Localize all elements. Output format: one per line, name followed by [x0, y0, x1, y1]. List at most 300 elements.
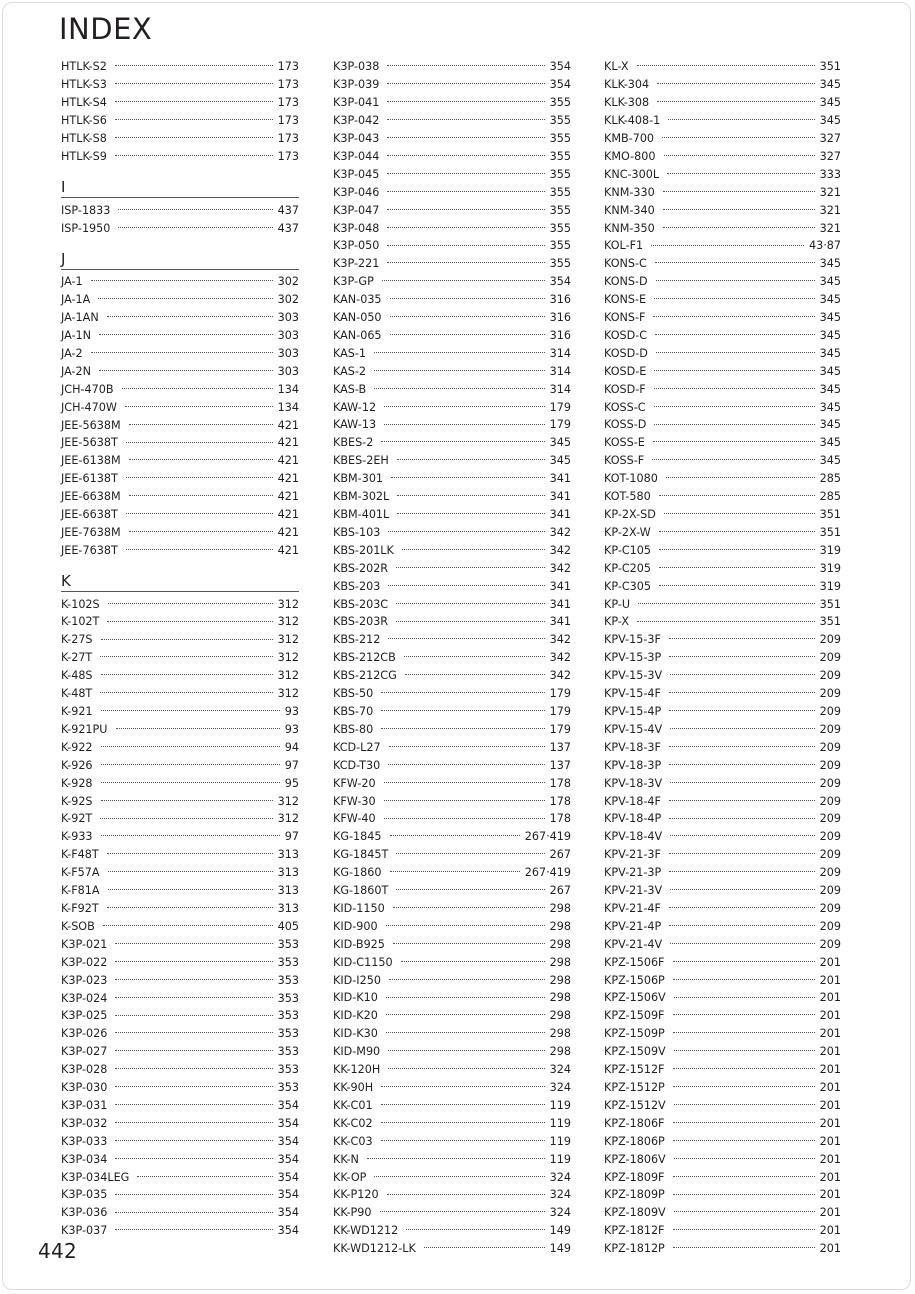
entry-page: 342 — [549, 651, 571, 665]
entry-page: 119 — [549, 1098, 571, 1112]
entry-model: KID-I250 — [333, 973, 381, 987]
entry-model: K3P-041 — [333, 96, 380, 110]
index-entry — [61, 631, 299, 649]
entry-page: 97 — [284, 758, 299, 772]
dot-leader — [384, 406, 545, 407]
dot-leader — [122, 388, 273, 389]
entry-model: KPV-18-4P — [604, 812, 662, 826]
entry-model: JA-1N — [61, 328, 92, 342]
index-entry — [333, 112, 571, 130]
dot-leader — [388, 1050, 544, 1051]
dot-leader — [384, 800, 545, 801]
index-entry — [333, 1132, 571, 1150]
index-entry — [61, 524, 299, 542]
entry-model: K3P-037 — [61, 1224, 108, 1238]
entry-model: KBS-202R — [333, 561, 389, 575]
entry-model: KAN-050 — [333, 311, 382, 325]
dot-leader — [666, 477, 815, 478]
entry-model: K3P-045 — [333, 167, 380, 181]
index-entry — [333, 846, 571, 864]
entry-model: JEE-6138T — [61, 472, 118, 486]
entry-model: KID-K30 — [333, 1027, 378, 1041]
entry-model: KOT-580 — [604, 490, 651, 504]
entry-page: 345 — [819, 418, 841, 432]
dot-leader — [107, 621, 272, 622]
entry-model: KBS-201LK — [333, 543, 394, 557]
entry-model: KPV-21-4P — [604, 919, 662, 933]
entry-model: KMO-800 — [604, 149, 656, 163]
dot-leader — [674, 1158, 815, 1159]
dot-leader — [664, 513, 815, 514]
dot-leader — [669, 800, 815, 801]
entry-model: K3P-031 — [61, 1098, 108, 1112]
entry-model: KK-WD1212-LK — [333, 1242, 416, 1256]
entry-page: 353 — [277, 1081, 299, 1095]
entry-page: 345 — [549, 436, 571, 450]
entry-model: KPV-18-4F — [604, 794, 661, 808]
entry-page: 345 — [819, 257, 841, 271]
index-entry — [604, 613, 841, 631]
dot-leader — [673, 1032, 815, 1033]
dot-leader — [107, 316, 273, 317]
dot-leader — [669, 746, 815, 747]
entry-page: 201 — [819, 973, 841, 987]
dot-leader — [662, 137, 815, 138]
dot-leader — [384, 782, 545, 783]
index-entry — [604, 900, 841, 918]
entry-model: JEE-6638T — [61, 508, 118, 522]
index-entry — [61, 900, 299, 918]
index-entry — [333, 183, 571, 201]
entry-model: KOL-F1 — [604, 239, 644, 253]
dot-leader — [108, 603, 273, 604]
dot-leader — [667, 173, 815, 174]
entry-model: K-921 — [61, 705, 93, 719]
index-entry — [604, 524, 841, 542]
dot-leader — [401, 961, 545, 962]
index-entry — [604, 1150, 841, 1168]
entry-model: K-F81A — [61, 884, 100, 898]
index-entry — [61, 112, 299, 130]
entry-model: KCD-L27 — [333, 740, 381, 754]
entry-page: 342 — [549, 561, 571, 575]
entry-model: JEE-5638T — [61, 436, 118, 450]
index-entry — [333, 130, 571, 148]
dot-leader — [107, 907, 273, 908]
dot-leader — [115, 1104, 272, 1105]
entry-page: 345 — [549, 454, 571, 468]
entry-page: 341 — [549, 472, 571, 486]
index-entry — [333, 792, 571, 810]
entry-model: KPV-15-4P — [604, 704, 662, 718]
entry-model: K-27S — [61, 633, 93, 647]
index-entry — [333, 738, 571, 756]
entry-model: KPV-15-4F — [604, 687, 661, 701]
entry-page: 355 — [549, 185, 571, 199]
dot-leader — [381, 1140, 545, 1141]
dot-leader — [115, 997, 272, 998]
entry-page: 178 — [549, 776, 571, 790]
index-entry — [604, 506, 841, 524]
section-letter: J — [61, 249, 66, 268]
dot-leader — [673, 1229, 815, 1230]
entry-model: KNM-340 — [604, 203, 655, 217]
index-entry — [333, 1007, 571, 1025]
entry-page: 354 — [549, 78, 571, 92]
dot-leader — [115, 1212, 272, 1213]
dot-leader — [101, 782, 280, 783]
entry-page: 324 — [549, 1063, 571, 1077]
dot-leader — [381, 441, 544, 442]
entry-model: K3P-221 — [333, 257, 380, 271]
dot-leader — [115, 979, 272, 980]
entry-model: JA-1A — [61, 293, 91, 307]
entry-model: KID-M90 — [333, 1045, 381, 1059]
dot-leader — [659, 585, 815, 586]
entry-model: KPV-15-3P — [604, 651, 662, 665]
index-entry — [333, 1061, 571, 1079]
entry-page: 201 — [819, 1009, 841, 1023]
index-entry — [61, 1061, 299, 1079]
entry-page: 173 — [277, 149, 299, 163]
index-entry — [604, 810, 841, 828]
index-entry — [61, 1043, 299, 1061]
dot-leader — [115, 1086, 272, 1087]
dot-leader — [390, 835, 520, 836]
index-entry — [61, 953, 299, 971]
index-entry — [333, 1150, 571, 1168]
dot-leader — [405, 674, 545, 675]
dot-leader — [115, 961, 272, 962]
index-entry — [604, 721, 841, 739]
entry-page: 314 — [549, 364, 571, 378]
entry-page: 353 — [277, 973, 299, 987]
entry-model: KPV-15-3F — [604, 633, 661, 647]
entry-model: KPV-18-3V — [604, 776, 663, 790]
entry-page: 209 — [819, 812, 841, 826]
index-entry — [61, 380, 299, 398]
index-entry — [61, 58, 299, 76]
index-entry — [61, 595, 299, 613]
index-entry — [61, 738, 299, 756]
entry-page: 321 — [819, 221, 841, 235]
entry-model: JCH-470W — [61, 400, 117, 414]
entry-page: 173 — [277, 114, 299, 128]
dot-leader — [673, 1247, 815, 1248]
index-entry — [61, 613, 299, 631]
entry-model: KID-K10 — [333, 991, 378, 1005]
entry-model: KK-N — [333, 1152, 359, 1166]
entry-model: K3P-046 — [333, 185, 380, 199]
entry-model: KBS-203R — [333, 615, 389, 629]
index-entry — [604, 541, 841, 559]
index-entry — [604, 1168, 841, 1186]
entry-page: 267·419 — [524, 866, 571, 880]
entry-model: ISP-1950 — [61, 221, 111, 235]
index-entry — [604, 165, 841, 183]
entry-model: KPZ-1809V — [604, 1206, 666, 1220]
entry-page: 354 — [277, 1206, 299, 1220]
entry-page: 345 — [819, 328, 841, 342]
entry-page: 355 — [549, 221, 571, 235]
index-entry — [61, 1115, 299, 1133]
dot-leader — [652, 459, 814, 460]
dot-leader — [406, 1229, 544, 1230]
entry-page: 303 — [277, 346, 299, 360]
dot-leader — [387, 101, 544, 102]
entry-page: 345 — [819, 364, 841, 378]
index-entry — [604, 452, 841, 470]
dot-leader — [381, 1086, 544, 1087]
index-entry — [61, 810, 299, 828]
entry-model: KFW-30 — [333, 794, 376, 808]
index-entry — [61, 721, 299, 739]
entry-model: KOSS-F — [604, 454, 645, 468]
entry-model: K3P-034LEG — [61, 1170, 130, 1184]
entry-page: 209 — [819, 901, 841, 915]
index-entry — [604, 1007, 841, 1025]
index-entry — [604, 291, 841, 309]
entry-model: KK-C01 — [333, 1098, 373, 1112]
entry-page: 355 — [549, 257, 571, 271]
index-entry — [333, 148, 571, 166]
index-column-3 — [604, 58, 841, 1258]
entry-page: 201 — [819, 1188, 841, 1202]
entry-model: KL-X — [604, 60, 629, 74]
entry-page: 345 — [819, 96, 841, 110]
entry-model: KID-B925 — [333, 937, 385, 951]
index-entry — [333, 291, 571, 309]
entry-page: 421 — [277, 436, 299, 450]
entry-page: 267 — [549, 848, 571, 862]
entry-page: 353 — [277, 955, 299, 969]
dot-leader — [653, 441, 815, 442]
index-entry — [333, 935, 571, 953]
index-entry — [333, 255, 571, 273]
index-entry — [333, 327, 571, 345]
index-entry — [604, 1043, 841, 1061]
entry-page: 209 — [819, 794, 841, 808]
index-entry — [333, 971, 571, 989]
dot-leader — [390, 298, 545, 299]
dot-leader — [387, 227, 544, 228]
entry-page: 345 — [819, 293, 841, 307]
index-entry — [333, 1025, 571, 1043]
entry-model: KPZ-1812F — [604, 1224, 665, 1238]
index-entry — [61, 291, 299, 309]
dot-leader — [390, 316, 545, 317]
index-entry — [333, 219, 571, 237]
entry-page: 342 — [549, 543, 571, 557]
index-entry — [604, 989, 841, 1007]
section-letter: K — [61, 572, 71, 591]
index-entry — [604, 882, 841, 900]
dot-leader — [659, 531, 815, 532]
entry-page: 201 — [819, 1170, 841, 1184]
entry-page: 345 — [819, 275, 841, 289]
entry-page: 421 — [277, 543, 299, 557]
entry-page: 341 — [549, 615, 571, 629]
entry-model: KP-U — [604, 597, 631, 611]
dot-leader — [670, 889, 814, 890]
entry-model: K-922 — [61, 740, 93, 754]
entry-page: 355 — [549, 114, 571, 128]
dot-leader — [669, 710, 814, 711]
entry-page: 179 — [549, 704, 571, 718]
entry-page: 351 — [819, 597, 841, 611]
entry-page: 94 — [284, 740, 299, 754]
dot-leader — [402, 549, 545, 550]
entry-page: 267·419 — [524, 830, 571, 844]
entry-page: 298 — [549, 919, 571, 933]
dot-leader — [99, 370, 273, 371]
dot-leader — [669, 818, 814, 819]
entry-page: 313 — [277, 848, 299, 862]
entry-page: 354 — [549, 60, 571, 74]
dot-leader — [101, 746, 280, 747]
dot-leader — [381, 692, 544, 693]
index-entry — [333, 488, 571, 506]
index-entry — [604, 255, 841, 273]
index-entry — [61, 989, 299, 1007]
index-entry — [333, 685, 571, 703]
dot-leader — [391, 477, 545, 478]
entry-model: KP-C205 — [604, 561, 652, 575]
index-entry — [61, 327, 299, 345]
index-entry — [61, 362, 299, 380]
index-entry — [333, 309, 571, 327]
entry-model: K-102T — [61, 615, 100, 629]
entry-page: 354 — [277, 1188, 299, 1202]
entry-model: KBM-401L — [333, 508, 390, 521]
dot-leader — [387, 1194, 545, 1195]
dot-leader — [670, 835, 814, 836]
index-entry — [61, 434, 299, 452]
dot-leader — [397, 495, 544, 496]
entry-page: 312 — [277, 615, 299, 629]
index-entry — [604, 649, 841, 667]
entry-page: 201 — [819, 1224, 841, 1238]
index-entry — [333, 1204, 571, 1222]
entry-page: 351 — [819, 60, 841, 74]
dot-leader — [374, 388, 544, 389]
dot-leader — [654, 406, 815, 407]
index-entry — [604, 1061, 841, 1079]
entry-model: KBES-2 — [333, 436, 374, 450]
entry-page: 321 — [819, 185, 841, 199]
entry-page: 345 — [819, 346, 841, 360]
index-entry — [604, 559, 841, 577]
index-entry — [61, 76, 299, 94]
entry-page: 421 — [277, 418, 299, 432]
entry-model: KBM-302L — [333, 490, 390, 504]
dot-leader — [115, 1194, 272, 1195]
dot-leader — [103, 925, 273, 926]
dot-leader — [655, 262, 815, 263]
entry-page: 201 — [819, 1116, 841, 1130]
entry-model: K-27T — [61, 651, 93, 665]
entry-page: 178 — [549, 794, 571, 808]
entry-page: 421 — [277, 525, 299, 539]
entry-model: KPZ-1506F — [604, 955, 665, 969]
entry-model: KPV-21-4F — [604, 901, 661, 915]
entry-page: 312 — [277, 812, 299, 826]
dot-leader — [657, 83, 815, 84]
entry-page: 179 — [549, 418, 571, 432]
index-entry — [333, 989, 571, 1007]
dot-leader — [659, 495, 815, 496]
index-entry — [604, 183, 841, 201]
entry-model: KK-C03 — [333, 1134, 373, 1148]
entry-page: 421 — [277, 472, 299, 486]
entry-page: 93 — [284, 705, 299, 719]
index-entry — [333, 559, 571, 577]
dot-leader — [387, 245, 544, 246]
index-entry — [604, 846, 841, 864]
dot-leader — [396, 621, 545, 622]
entry-model: KK-90H — [333, 1081, 374, 1094]
entry-page: 319 — [819, 561, 841, 575]
dot-leader — [673, 961, 815, 962]
index-entry — [61, 488, 299, 506]
entry-page: 201 — [819, 1081, 841, 1094]
entry-model: KK-WD1212 — [333, 1224, 399, 1238]
entry-model: KG-1860T — [333, 884, 389, 898]
entry-model: K3P-039 — [333, 78, 380, 92]
index-entry — [333, 1186, 571, 1204]
entry-model: KPV-21-3F — [604, 848, 661, 862]
dot-leader — [129, 495, 273, 496]
index-entry — [333, 434, 571, 452]
dot-leader — [669, 764, 814, 765]
entry-page: 313 — [277, 884, 299, 898]
entry-model: KPZ-1812P — [604, 1242, 665, 1256]
index-entry — [61, 345, 299, 363]
entry-model: K3P-024 — [61, 991, 108, 1005]
entry-page: 353 — [277, 937, 299, 951]
entry-page: 341 — [549, 508, 571, 521]
dot-leader — [129, 424, 273, 425]
index-entry — [604, 273, 841, 291]
index-entry — [333, 810, 571, 828]
entry-page: 313 — [277, 866, 299, 880]
dot-leader — [673, 1176, 815, 1177]
entry-page: 285 — [819, 490, 841, 504]
index-entry — [333, 165, 571, 183]
entry-page: 355 — [549, 131, 571, 145]
entry-model: KOSD-C — [604, 328, 648, 342]
entry-page: 421 — [277, 454, 299, 468]
entry-model: HTLK-S6 — [61, 114, 107, 128]
entry-page: 313 — [277, 901, 299, 915]
dot-leader — [115, 1122, 272, 1123]
entry-model: KOSD-E — [604, 364, 647, 378]
entry-page: 316 — [549, 328, 571, 342]
index-entry — [333, 900, 571, 918]
entry-model: K-933 — [61, 830, 93, 844]
dot-leader — [384, 424, 545, 425]
entry-page: 319 — [819, 579, 841, 593]
index-column-1 — [61, 58, 299, 1240]
entry-model: KBS-203C — [333, 597, 389, 611]
entry-page: 43·87 — [808, 239, 841, 253]
entry-page: 201 — [819, 1027, 841, 1041]
dot-leader — [669, 907, 815, 908]
index-entry — [61, 1204, 299, 1222]
dot-leader — [386, 925, 545, 926]
entry-page: 421 — [277, 508, 299, 522]
index-entry — [61, 1168, 299, 1186]
